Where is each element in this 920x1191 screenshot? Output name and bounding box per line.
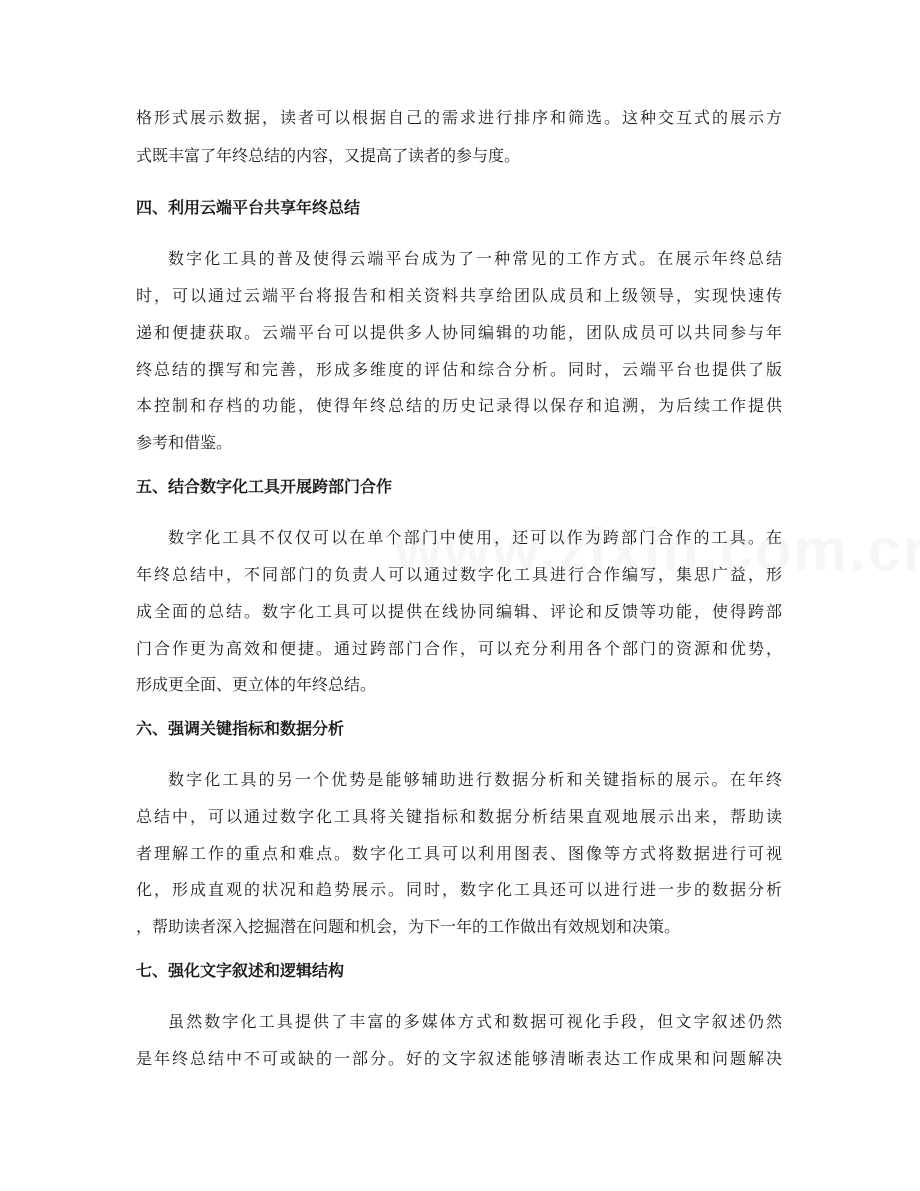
paragraph-line: 者理解工作的重点和难点。数字化工具可以利用图表、图像等方式将数据进行可视 [136,844,782,863]
paragraph-line: 递和便捷获取。云端平台可以提供多人协同编辑的功能，团队成员可以共同参与年 [136,323,782,342]
paragraph-line: 时，可以通过云端平台将报告和相关资料共享给团队成员和上级领导，实现快速传 [136,286,782,305]
paragraph-line: 总结中，可以通过数字化工具将关键指标和数据分析结果直观地展示出来，帮助读 [136,807,782,826]
paragraph-line: 门合作更为高效和便捷。通过跨部门合作，可以充分利用各个部门的资源和优势， [136,639,782,658]
paragraph-line: 数字化工具的普及使得云端平台成为了一种常见的工作方式。在展示年终总结 [168,249,782,268]
paragraph-line: 本控制和存档的功能，使得年终总结的历史记录得以保存和追溯，为后续工作提供 [136,396,782,415]
section-heading: 七、强化文字叙述和逻辑结构 [136,961,345,980]
paragraph-line: ，帮助读者深入挖掘潜在问题和机会，为下一年的工作做出有效规划和决策。 [136,917,681,936]
section-heading: 四、利用云端平台共享年终总结 [136,198,361,217]
paragraph-line: 数字化工具的另一个优势是能够辅助进行数据分析和关键指标的展示。在年终 [168,770,782,789]
paragraph-line: 参考和借鉴。 [136,433,233,452]
section-heading: 五、结合数字化工具开展跨部门合作 [136,477,393,496]
paragraph-line: 格形式展示数据，读者可以根据自己的需求进行排序和筛选。这种交互式的展示方 [136,108,782,127]
paragraph-line: 成全面的总结。数字化工具可以提供在线协同编辑、评论和反馈等功能，使得跨部 [136,602,782,621]
paragraph-line: 化，形成直观的状况和趋势展示。同时，数字化工具还可以进行进一步的数据分析 [136,880,782,899]
paragraph-line: 式既丰富了年终总结的内容，又提高了读者的参与度。 [136,146,521,165]
paragraph-line: 年终总结中，不同部门的负责人可以通过数字化工具进行合作编写，集思广益，形 [136,565,782,584]
paragraph-line: 虽然数字化工具提供了丰富的多媒体方式和数据可视化手段，但文字叙述仍然 [168,1012,782,1031]
section-heading: 六、强调关键指标和数据分析 [136,719,345,738]
paragraph-line: 数字化工具不仅仅可以在单个部门中使用，还可以作为跨部门合作的工具。在 [168,528,782,547]
paragraph-line: 是年终总结中不可或缺的一部分。好的文字叙述能够清晰表达工作成果和问题解决 [136,1049,782,1068]
paragraph-line: 形成更全面、更立体的年终总结。 [136,675,377,694]
paragraph-line: 终总结的撰写和完善，形成多维度的评估和综合分析。同时，云端平台也提供了版 [136,360,782,379]
